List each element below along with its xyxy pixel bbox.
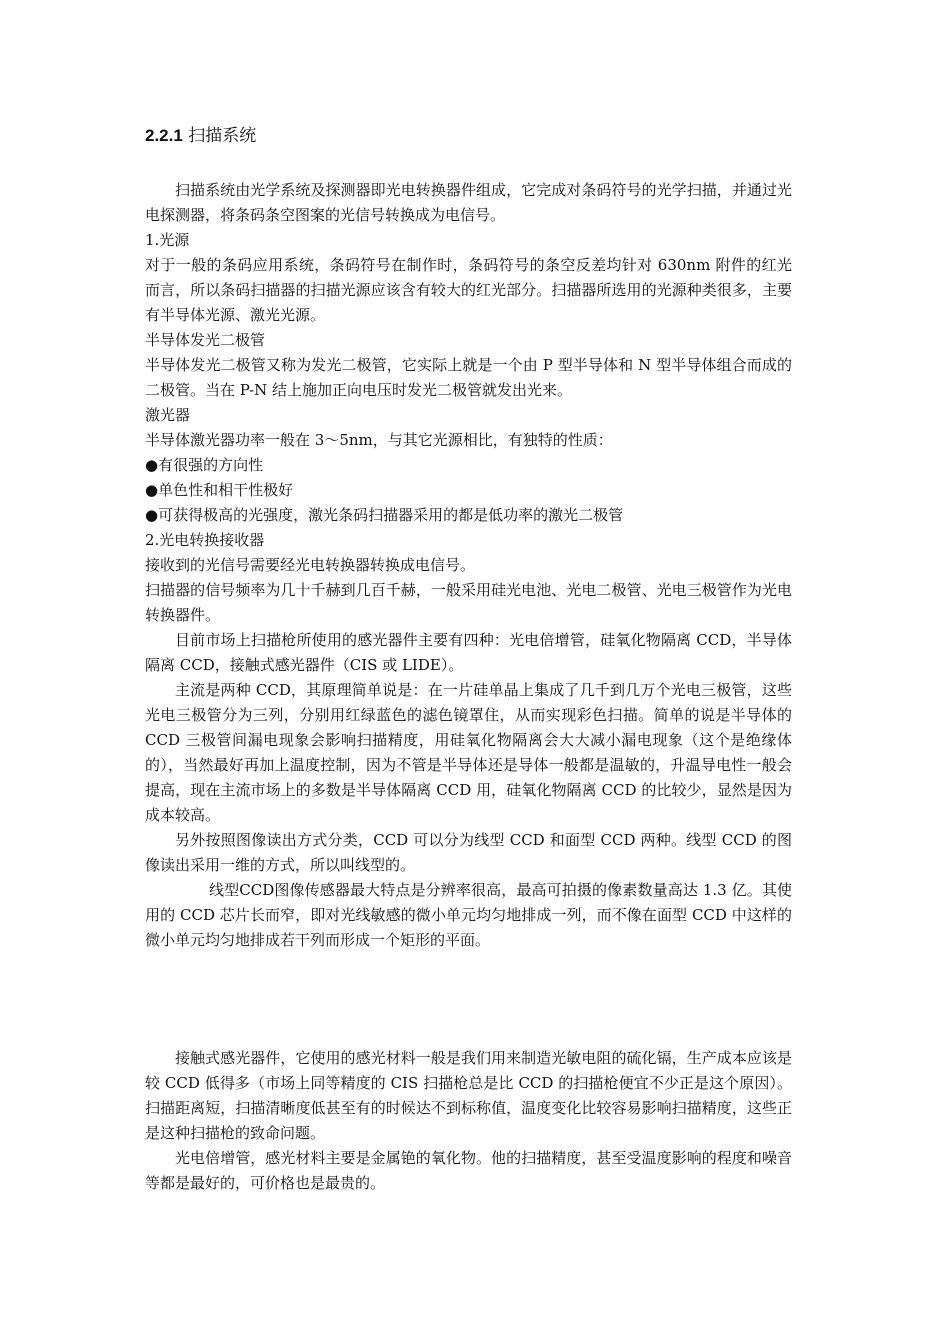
subheading-led: 半导体发光二极管 [145,331,266,349]
paragraph-ccd-readout: 另外按照图像读出方式分类，CCD 可以分为线型 CCD 和面型 CCD 两种。线型 CCD 的图像读出采用一维的方式，所以叫线型的。 [145,831,792,874]
paragraph-light-source: 对于一般的条码应用系统，条码符号在制作时，条码符号的条空反差均针对 630nm 附件的红光而言，所以条码扫描器的扫描光源应该含有较大的红光部分。扫描器所选用的光源种类很多，主要有半导体光源、激光光源。 [145,256,792,324]
paragraph-pmt: 光电倍增管，感光材料主要是金属铯的氧化物。他的扫描精度，甚至受温度影响的程度和噪音等都是最好的，可价格也是最贵的。 [145,1149,792,1192]
section-title: 扫描系统 [188,126,257,146]
paragraph-ccd-principle: 主流是两种 CCD，其原理简单说是：在一片硅单晶上集成了几千到几万个光电三极管，这些光电三极管分为三列，分别用红绿蓝色的滤色镜罩住，从而实现彩色扫描。简单的说是半导体的 CCD 三极管间漏电现象会影响扫描精度，用硅氧化物隔离会大大减小漏电现象（这个是绝缘体的），当然最好再加上温度控制，因为不管是半导体还是导体一般都是温敏的，升温导电性一般会提高，现在主流市场上的多数是半导体隔离 CCD 用，硅氧化物隔离 CCD 的比较少，显然是因为成本较高。 [145,681,792,824]
bullet-item: ●有很强的方向性 [145,456,264,474]
paragraph-intro: 扫描系统由光学系统及探测器即光电转换器件组成，它完成对条码符号的光学扫描，并通过光电探测器，将条码条空图案的光信号转换成为电信号。 [145,181,792,224]
subheading-light-source: 1.光源 [145,231,190,249]
paragraph-cis: 接触式感光器件，它使用的感光材料一般是我们用来制造光敏电阻的硫化镉，生产成本应该是较 CCD 低得多（市场上同等精度的 CIS 扫描枪总是比 CCD 的扫描枪便宜不少正是这个原因）。扫描距离短，扫描清晰度低甚至有的时候达不到标称值，温度变化比较容易影响扫描精度，这些正是这种扫描枪的致命问题。 [145,1049,792,1142]
body-text-top [145,178,792,953]
paragraph-led: 半导体发光二极管又称为发光二极管，它实际上就是一个由 P 型半导体和 N 型半导体组合而成的二极管。当在 P-N 结上施加正向电压时发光二极管就发出光来。 [145,356,792,399]
paragraph-laser: 半导体激光器功率一般在 3～5nm，与其它光源相比，有独特的性质： [145,431,613,449]
bullet-item: ●单色性和相干性极好 [145,481,294,499]
section-heading [145,124,256,148]
section-number: 2.2.1 [145,126,183,145]
subheading-receiver: 2.光电转换接收器 [145,531,265,549]
body-text-bottom [145,1046,792,1196]
subheading-laser: 激光器 [145,406,191,424]
paragraph-linear-ccd: 线型CCD图像传感器最大特点是分辨率很高，最高可拍摄的像素数量高达 1.3 亿。其使用的 CCD 芯片长而窄，即对光线敏感的微小单元均匀地排成一列，而不像在面型 CCD 中这样的微小单元均匀地排成若干列而形成一个矩形的平面。 [145,881,792,949]
paragraph-sensor-types: 目前市场上扫描枪所使用的感光器件主要有四种：光电倍增管，硅氧化物隔离 CCD，半导体隔离 CCD，接触式感光器件（CIS 或 LIDE）。 [145,631,792,674]
paragraph-receiver: 接收到的光信号需要经光电转换器转换成电信号。 [145,556,476,574]
bullet-item: ●可获得极高的光强度，激光条码扫描器采用的都是低功率的激光二极管 [145,506,624,524]
paragraph-signal-frequency: 扫描器的信号频率为几十千赫到几百千赫，一般采用硅光电池、光电二极管、光电三极管作为光电转换器件。 [145,581,792,624]
